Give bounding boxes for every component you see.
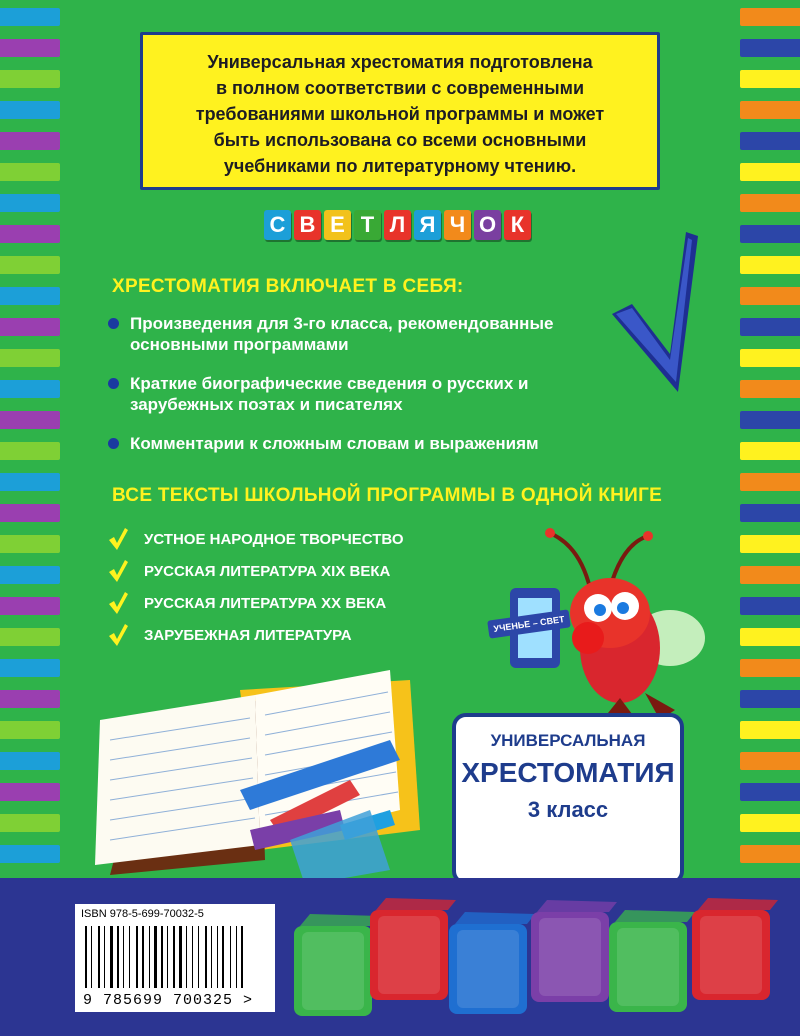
stripe [740,349,800,367]
bullet-dot-icon [108,378,119,389]
list-item-text: Произведения для 3-го класса, рекомендованные основными программами [130,314,554,354]
stripe [0,783,60,801]
barcode-bar [98,926,100,988]
barcode-bar [186,926,187,988]
stripe [0,504,60,522]
section-label: УСТНОЕ НАРОДНОЕ ТВОРЧЕСТВО [144,531,404,548]
barcode-bar [198,926,199,988]
title-line1: УНИВЕРСАЛЬНАЯ [490,731,646,750]
stripe [0,8,60,26]
includes-list [108,313,668,472]
stripe [0,194,60,212]
stripe [0,628,60,646]
stripe [740,8,800,26]
info-line: требованиями школьной программы и может [195,104,605,124]
stripe [740,442,800,460]
stripe [740,380,800,398]
left-stripes [0,0,66,878]
stripe [0,752,60,770]
yellow-check-icon [108,592,128,614]
stripe [0,845,60,863]
stripe [740,194,800,212]
brand-letter: К [504,210,531,240]
list-item [108,624,404,656]
stripe [0,566,60,584]
barcode-bar [230,926,231,988]
stripe [0,256,60,274]
info-line: Универсальная хрестоматия подготовлена [207,52,593,72]
brand-logo [264,210,531,240]
barcode-bar [117,926,119,988]
bullet-dot-icon [108,438,119,449]
barcode-bar [129,926,130,988]
brand-letter: В [294,210,321,240]
stripe [740,597,800,615]
stripe [0,287,60,305]
barcode-digits: 9 785699 700325 > [83,992,254,1009]
stripe [740,721,800,739]
brand-letter: Ч [444,210,471,240]
stripe [0,814,60,832]
stripe [740,163,800,181]
barcode-bar [205,926,207,988]
bullet-dot-icon [108,318,119,329]
stripe [740,287,800,305]
list-item [108,528,404,560]
stripe [0,597,60,615]
stripe [0,163,60,181]
stripe [740,70,800,88]
info-line: учебниками по литературному чтению. [223,156,577,176]
stripe [0,721,60,739]
brand-letter: О [474,210,501,240]
info-box [140,32,660,190]
section-label: РУССКАЯ ЛИТЕРАТУРА XX ВЕКА [144,595,387,612]
stripe [740,256,800,274]
stripe [0,659,60,677]
title-plate [452,713,684,885]
barcode-bar [104,926,105,988]
barcode-bar [149,926,150,988]
barcode-bar [211,926,212,988]
stripe [0,70,60,88]
barcode-bar [167,926,168,988]
list-item [108,560,404,592]
barcode-bar [85,926,87,988]
stripe [0,411,60,429]
right-stripes [734,0,800,878]
list-item-text: Краткие биографические сведения о русских и зарубежных поэтах и писателях [130,374,529,414]
stripe [0,318,60,336]
barcode-bar [91,926,92,988]
barcode-bar [192,926,193,988]
stripe [740,411,800,429]
stripe [740,690,800,708]
isbn-text: ISBN 978-5-699-70032-5 [81,908,204,920]
stripe [740,752,800,770]
barcode-bar [236,926,237,988]
stripe [0,535,60,553]
brand-letter: Л [384,210,411,240]
section-label: ЗАРУБЕЖНАЯ ЛИТЕРАТУРА [144,627,352,644]
stripe [740,39,800,57]
cube [605,908,697,1018]
stripe [0,349,60,367]
cube [445,910,537,1020]
stripe [0,473,60,491]
yellow-check-icon [108,624,128,646]
stripe [740,783,800,801]
stripe [740,535,800,553]
brand-letter: Я [414,210,441,240]
title-line2: ХРЕСТОМАТИЯ [461,757,675,788]
list-item [108,373,668,415]
stripe [740,628,800,646]
lantern-label: УЧЕНЬЕ – СВЕТ [487,609,571,638]
brand-letter: Е [324,210,351,240]
list-item [108,592,404,624]
title-line3: 3 класс [527,797,609,822]
yellow-check-icon [108,528,128,550]
stripe [0,225,60,243]
stripe [740,504,800,522]
stripe [0,39,60,57]
stripe [740,318,800,336]
stripe [740,814,800,832]
stripe [0,380,60,398]
barcode-bar [136,926,138,988]
stripe [740,132,800,150]
section-label: РУССКАЯ ЛИТЕРАТУРА XIX ВЕКА [144,563,391,580]
stripe [0,132,60,150]
list-item [108,433,668,454]
includes-heading: ХРЕСТОМАТИЯ ВКЛЮЧАЕТ В СЕБЯ: [112,276,464,297]
list-item [108,313,668,355]
stripe [740,659,800,677]
barcode-bar [123,926,124,988]
barcode-bar [154,926,157,988]
stripe [740,225,800,243]
barcode-bar [217,926,218,988]
barcode-bar [222,926,224,988]
sections-list [108,528,404,656]
barcode-bar [161,926,163,988]
barcode-bar [179,926,182,988]
stripe [740,566,800,584]
barcode-bars [85,926,265,988]
stripe [740,473,800,491]
list-item-text: Комментарии к сложным словам и выражениям [130,434,539,453]
stripe [740,101,800,119]
stripe [740,845,800,863]
barcode-bar [241,926,243,988]
brand-letter: Т [354,210,381,240]
cube [688,896,780,1006]
all-texts-heading: ВСЕ ТЕКСТЫ ШКОЛЬНОЙ ПРОГРАММЫ В ОДНОЙ КНИГЕ [112,485,663,506]
stripe [0,442,60,460]
barcode-bar [142,926,144,988]
yellow-check-icon [108,560,128,582]
barcode-bar [110,926,113,988]
stripe [0,690,60,708]
barcode-bar [173,926,175,988]
brand-letter: С [264,210,291,240]
diary-illustration [90,660,420,885]
info-line: в полном соответствии с современными [215,78,585,98]
info-text [161,49,639,179]
info-line: быть использована со всеми основными [213,130,587,150]
barcode [75,904,275,1012]
stripe [0,101,60,119]
